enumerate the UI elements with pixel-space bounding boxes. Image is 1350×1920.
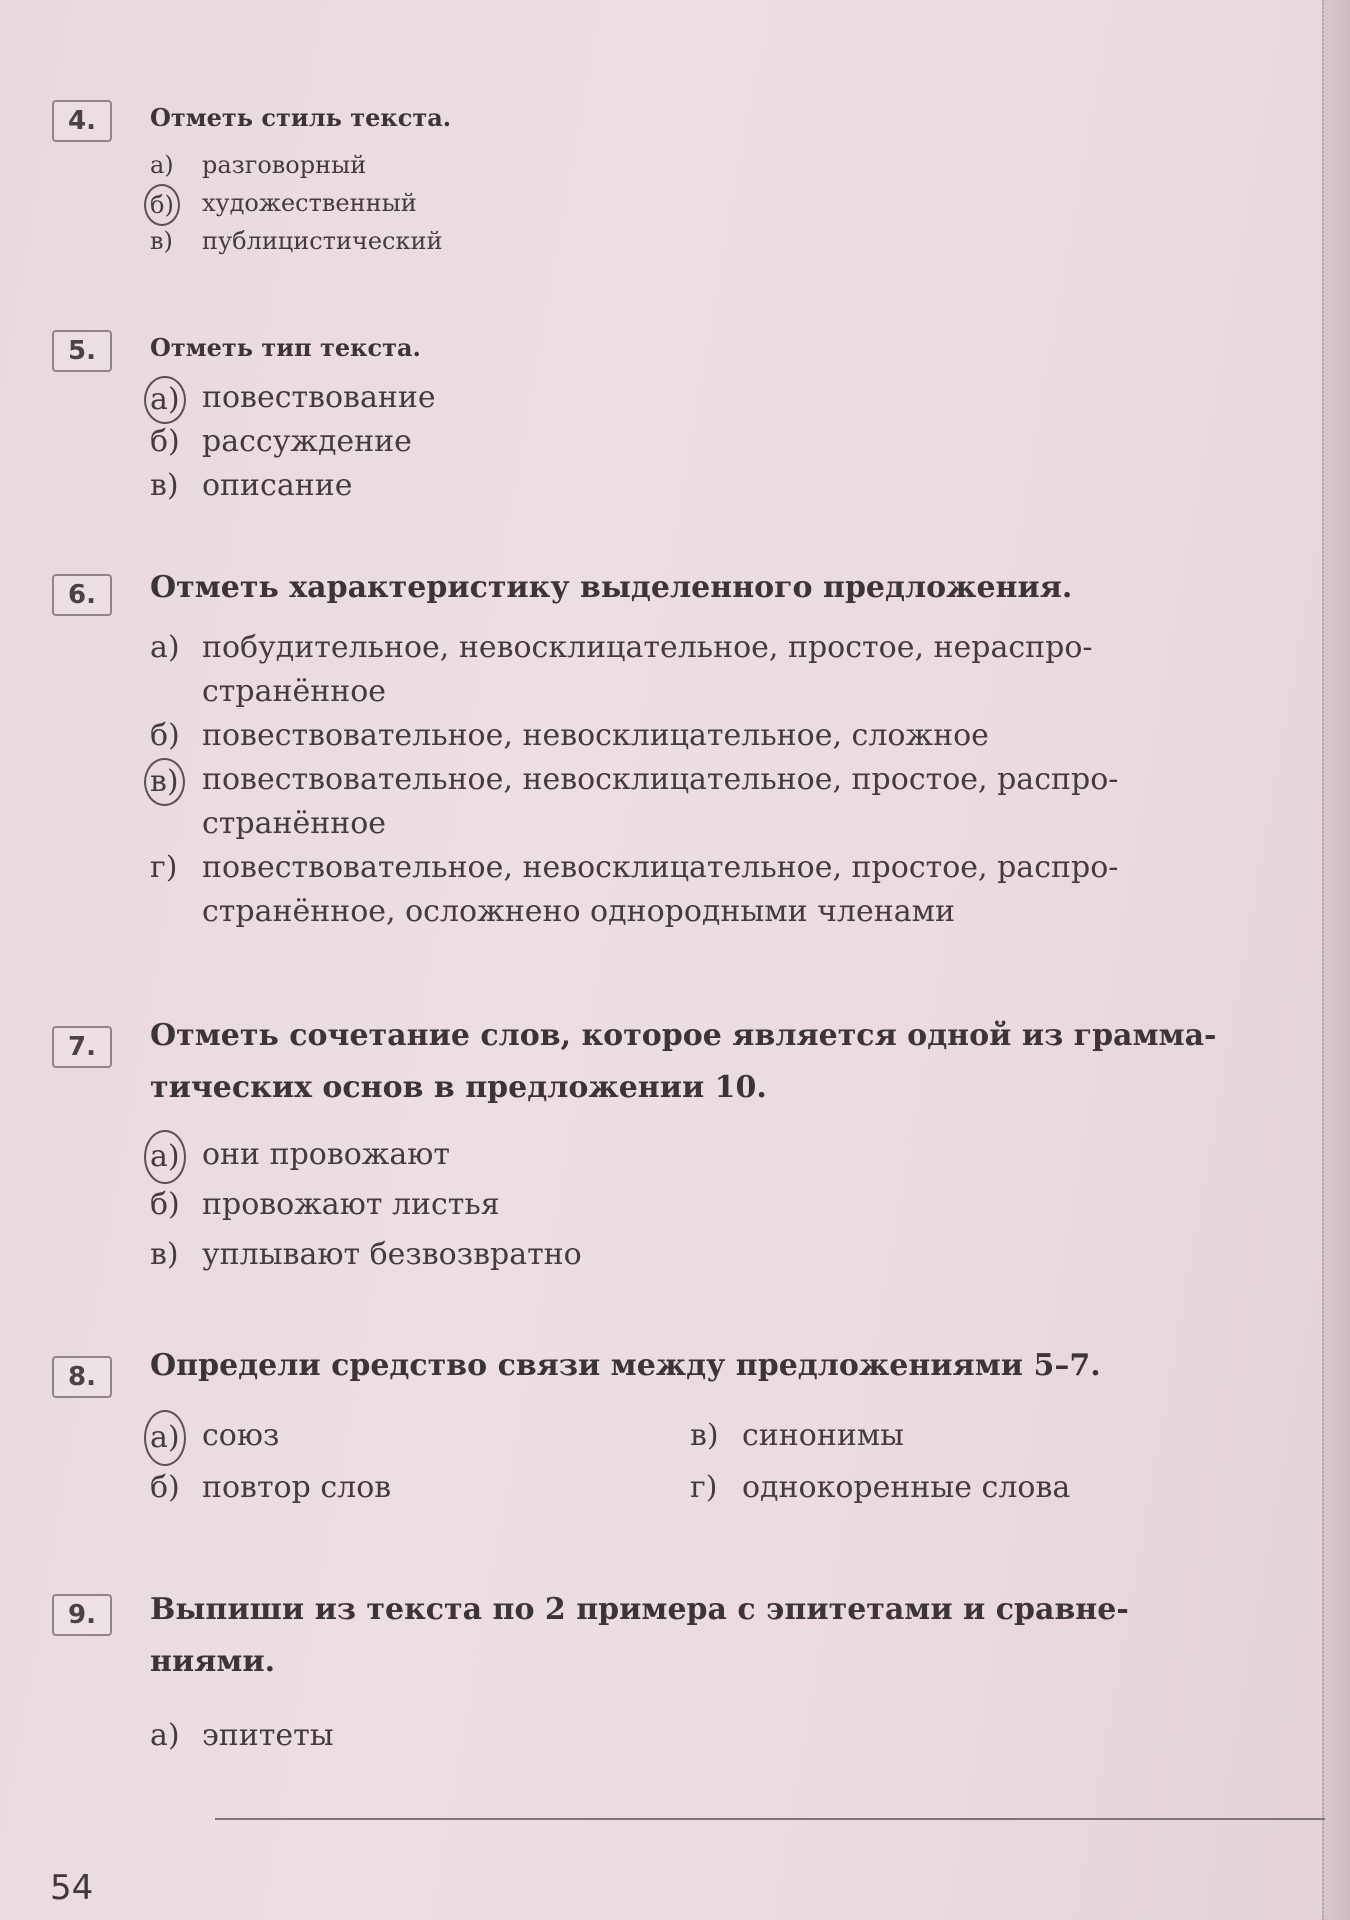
- option-text: повествование: [202, 380, 436, 415]
- option-b[interactable]: [150, 714, 1250, 758]
- option-a[interactable]: [150, 626, 1250, 714]
- option-text: они провожают: [202, 1137, 450, 1172]
- option-letter: в): [150, 1237, 179, 1272]
- option-list: [150, 1714, 1250, 1758]
- option-text: рассуждение: [202, 424, 412, 459]
- option-letter: б): [150, 424, 180, 459]
- option-d[interactable]: [690, 1462, 1210, 1514]
- option-b[interactable]: [150, 1180, 1250, 1230]
- option-text: побудительное, невосклицательное, простое, нераспро-: [202, 630, 1093, 665]
- option-text: описание: [202, 468, 353, 503]
- option-letter: г): [150, 850, 178, 885]
- task-question-line2: тических основ в предложении 10.: [150, 1070, 767, 1105]
- option-letter: б): [150, 1187, 180, 1222]
- option-letter: а): [150, 1718, 180, 1753]
- option-a[interactable]: [150, 1410, 670, 1462]
- option-text-continued: странённое: [202, 806, 387, 841]
- task-question: [150, 1010, 1230, 1114]
- option-letter: г): [690, 1470, 718, 1505]
- task-question-line1: Выпиши из текста по 2 примера с эпитетами и сравне-: [150, 1592, 1129, 1627]
- option-column-right: [690, 1410, 1210, 1514]
- option-text-continued: странённое, осложнено однородными членами: [202, 894, 955, 929]
- option-letter: в): [150, 468, 179, 503]
- option-a[interactable]: [150, 376, 1250, 420]
- option-letter-circled: а): [144, 1410, 186, 1466]
- option-text: однокоренные слова: [742, 1470, 1071, 1505]
- task-question: Определи средство связи между предложениями 5–7.: [150, 1348, 1101, 1383]
- option-d[interactable]: [150, 846, 1250, 934]
- option-letter: а): [150, 630, 180, 665]
- option-text-continued: странённое: [202, 674, 387, 709]
- task-question: [150, 1584, 1230, 1688]
- task-number-box: 9.: [52, 1594, 112, 1636]
- task-question: Отметь стиль текста.: [150, 103, 452, 132]
- task-number-box: 6.: [52, 574, 112, 616]
- answer-line[interactable]: [215, 1818, 1325, 1820]
- option-letter: а): [150, 151, 174, 179]
- option-text: повтор слов: [202, 1470, 392, 1505]
- option-text: синонимы: [742, 1418, 905, 1453]
- option-c[interactable]: [150, 1230, 1250, 1280]
- option-text: разговорный: [202, 151, 367, 179]
- option-list: [150, 376, 1250, 508]
- option-text: художественный: [202, 189, 417, 217]
- option-letter: б): [150, 718, 180, 753]
- option-column-left: [150, 1410, 670, 1514]
- option-b[interactable]: [150, 184, 1250, 222]
- option-list: [150, 626, 1250, 934]
- option-c[interactable]: [690, 1410, 1210, 1462]
- task-number-box: 8.: [52, 1356, 112, 1398]
- option-letter: в): [150, 227, 173, 255]
- option-letter: в): [690, 1418, 719, 1453]
- option-b[interactable]: [150, 420, 1250, 464]
- option-letter-circled: а): [144, 376, 186, 424]
- task-question: Отметь характеристику выделенного предложения.: [150, 570, 1073, 605]
- page-number: 54: [50, 1868, 94, 1908]
- task-number-box: 5.: [52, 330, 112, 372]
- option-b[interactable]: [150, 1462, 670, 1514]
- option-letter: б): [150, 1470, 180, 1505]
- option-text: повествовательное, невосклицательное, простое, распро-: [202, 762, 1119, 797]
- option-text: эпитеты: [202, 1718, 334, 1753]
- task-question: Отметь тип текста.: [150, 333, 421, 362]
- option-text: уплывают безвозвратно: [202, 1237, 582, 1272]
- task-number-box: 7.: [52, 1026, 112, 1068]
- option-a[interactable]: [150, 1130, 1250, 1180]
- option-text: союз: [202, 1418, 280, 1453]
- option-letter-circled: в): [144, 758, 185, 806]
- option-text: повествовательное, невосклицательное, простое, распро-: [202, 850, 1119, 885]
- task-number-box: 4.: [52, 100, 112, 142]
- option-a[interactable]: [150, 146, 1250, 184]
- option-c[interactable]: [150, 464, 1250, 508]
- task-question-line1: Отметь сочетание слов, которое является одной из грамма-: [150, 1018, 1217, 1053]
- option-list: [150, 1130, 1250, 1280]
- option-text: публицистический: [202, 227, 443, 255]
- option-c[interactable]: [150, 758, 1250, 846]
- option-text: повествовательное, невосклицательное, сложное: [202, 718, 989, 753]
- option-letter-circled: б): [144, 184, 180, 226]
- task-question-line2: ниями.: [150, 1644, 276, 1679]
- option-c[interactable]: [150, 222, 1250, 260]
- page-edge: [1322, 0, 1350, 1920]
- option-a[interactable]: [150, 1714, 1250, 1758]
- option-letter-circled: а): [144, 1130, 186, 1184]
- option-list: [150, 146, 1250, 260]
- option-text: провожают листья: [202, 1187, 500, 1222]
